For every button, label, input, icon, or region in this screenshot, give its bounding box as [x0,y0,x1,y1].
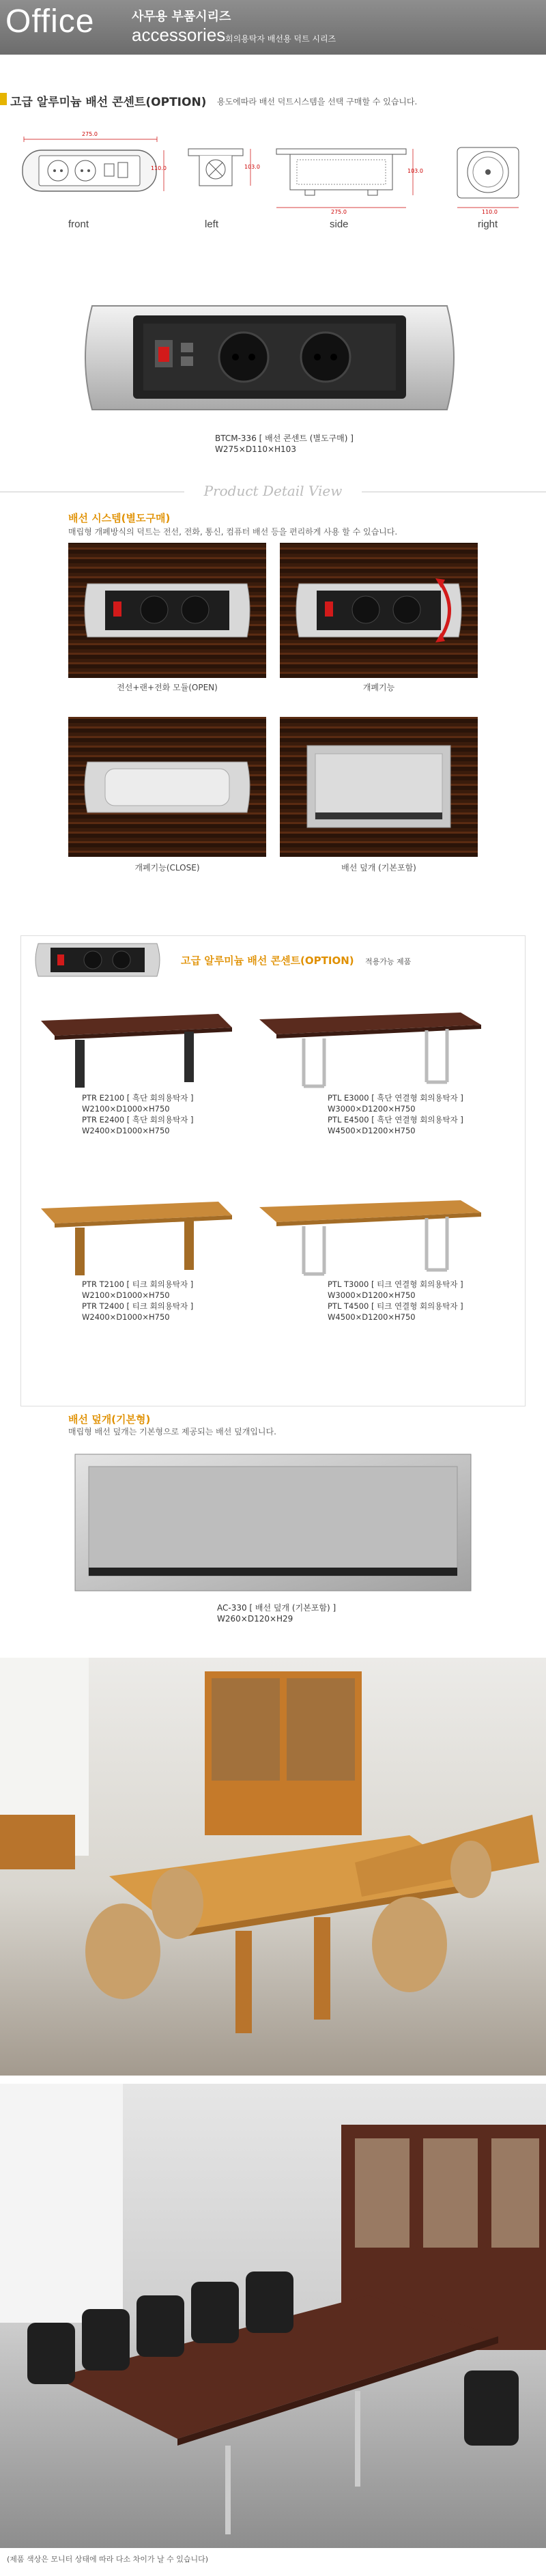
series-title-en: accessories [132,25,226,45]
wiring-cover-caption [217,1602,336,1624]
table-image-ptr-t [34,1188,239,1277]
table-caption-line: PTR T2400 [ 티크 회의용탁자 ] [82,1301,194,1311]
view-label-side: side [330,218,349,230]
table-caption-line: W2400×D1000×H750 [82,1126,170,1135]
outlet-product-photo [78,285,461,430]
view-label-front: front [68,218,89,230]
table-caption-line: PTR T2100 [ 티크 회의용탁자 ] [82,1279,194,1289]
table-caption-line: W4500×D1200×H750 [328,1126,416,1135]
table-caption-line: PTL E3000 [ 흑단 연결형 회의용탁자 ] [328,1093,463,1103]
detail-view-title: Product Detail View [203,483,343,499]
photo-closed [68,717,266,857]
table-caption-line: PTL E4500 [ 흑단 연결형 회의용탁자 ] [328,1115,463,1124]
table-caption-line: W4500×D1200×H750 [328,1312,416,1322]
drawing-front [10,131,167,233]
table-image-ptl-t [256,1188,488,1277]
table-caption-line: W2100×D1000×H750 [82,1104,170,1114]
logo-office: Office [5,3,95,40]
section1-title: 고급 알루미늄 배선 콘센트(OPTION) [10,96,207,109]
table-caption-ptr-t [82,1279,193,1322]
table-caption-line: PTR E2400 [ 흑단 회의용탁자 ] [82,1115,194,1124]
section4-title: 배선 덮개(기본형) [68,1413,151,1426]
technical-drawings [0,131,546,240]
drawing-right [444,131,532,233]
section4-description: 매립형 배선 덮개는 기본형으로 제공되는 배선 덮개입니다. [68,1427,276,1436]
title-badge-icon [0,93,7,105]
photo-opening-function [280,543,478,678]
caption-closed: 개폐기능(CLOSE) [134,863,200,873]
table-caption-ptr-e [82,1092,194,1136]
series-description: 회의용탁자 배선용 덕트 시리즈 [225,34,336,44]
dim-side-width: 275.0 [331,209,347,215]
section2-description: 매립형 개폐방식의 덕트는 전선, 전화, 통신, 컴퓨터 배선 등을 편리하게 사용 할 수 있습니다. [68,527,398,537]
view-label-right: right [478,218,498,230]
table-image-ptr-e [34,1000,239,1089]
caption-wiring-cover: 배선 덮개 (기본포함) [341,863,416,873]
section3-outlet-thumb [33,941,162,979]
dim-side-height: 103.0 [407,168,423,174]
caption-opening-function: 개폐기능 [362,683,395,692]
table-caption-line: PTL T4500 [ 티크 연결형 회의용탁자 ] [328,1301,463,1311]
drawing-left [179,131,261,233]
room-photo-ebony [0,2084,546,2548]
wiring-cover-caption-line1: AC-330 [ 배선 덮개 (기본포함) ] [217,1603,336,1613]
room-photo-teak [0,1658,546,2076]
photo-wiring-cover [280,717,478,857]
outlet-caption-line1: BTCM-336 [ 배선 콘센트 (별도구매) ] [215,434,354,443]
table-caption-line: W3000×D1200×H750 [328,1290,416,1300]
table-caption-line: W2400×D1000×H750 [82,1312,170,1322]
page-header [0,0,546,55]
table-caption-ptl-e [328,1092,463,1136]
section2-title: 배선 시스템(별도구매) [68,512,171,524]
outlet-caption-line2: W275×D110×H103 [215,444,296,454]
table-caption-line: PTR E2100 [ 흑단 회의용탁자 ] [82,1093,194,1103]
wiring-cover-photo [68,1447,478,1598]
dim-left-height: 103.0 [244,164,260,170]
table-caption-ptl-t [328,1279,463,1322]
section1-description: 용도에따라 배선 덕트시스템을 선택 구매할 수 있습니다. [217,97,418,107]
outlet-caption [215,433,354,455]
wiring-cover-caption-line2: W260×D120×H29 [217,1614,293,1624]
table-caption-line: W3000×D1200×H750 [328,1104,416,1114]
drawing-side [270,131,427,233]
detail-view-divider [0,481,546,502]
dim-right-width: 110.0 [482,209,498,215]
section3-title: 고급 알루미늄 배선 콘센트(OPTION) [181,954,354,967]
series-title-ko: 사무용 부품시리즈 [132,10,231,24]
section3-title-suffix: 적용가능 제품 [365,957,412,966]
color-footnote: (제품 색상은 모니터 상태에 따라 다소 차이가 날 수 있습니다) [7,2555,209,2564]
table-caption-line: W2100×D1000×H750 [82,1290,170,1300]
table-image-ptl-e [256,1000,488,1089]
view-label-left: left [205,218,219,230]
section1-title-bar [0,87,546,108]
photo-open-module [68,543,266,678]
dim-front-height: 110.0 [151,165,167,171]
dim-front-width: 275.0 [82,131,98,137]
table-caption-line: PTL T3000 [ 티크 연결형 회의용탁자 ] [328,1279,463,1289]
caption-open-module: 전선+랜+전화 모듈(OPEN) [117,683,218,692]
